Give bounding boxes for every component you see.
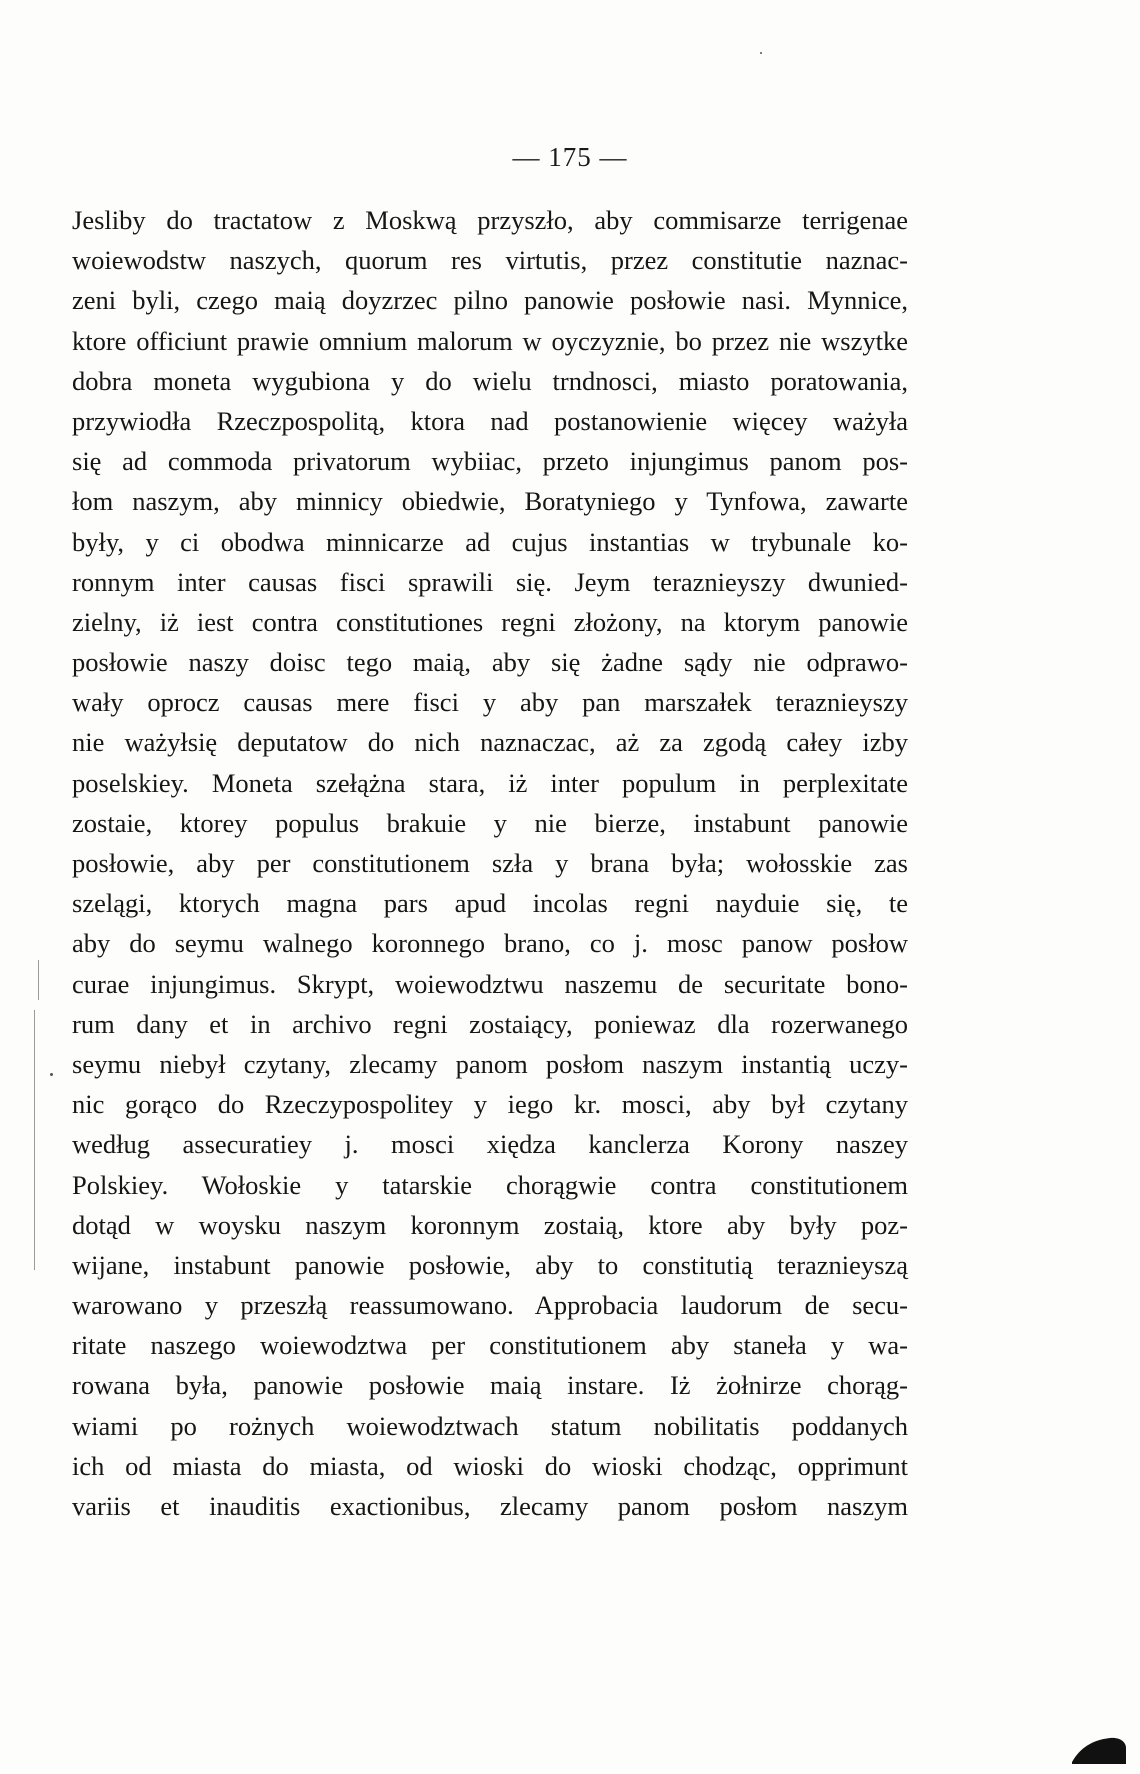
text-line: ich od miasta do miasta, od wioski do wioski chodząc, opprimunt (72, 1450, 908, 1481)
text-line: posłowie, aby per constitutionem szła y brana była; wołosskie zas (72, 848, 908, 878)
text-line: Jesliby do tractatow z Moskwą przyszło, aby commisarze terrigenae (72, 205, 908, 235)
text-line: variis et inauditis exactionibus, zlecamy panom posłom naszym (72, 1491, 908, 1521)
text-line: szelągi, ktorych magna pars apud incolas regni nayduie się, te (72, 888, 908, 919)
text-line: były, y ci obodwa minnicarze ad cujus instantias w trybunale ko- (72, 526, 908, 557)
text-line: warowano y przeszłą reassumowano. Approbacia laudorum de secu- (72, 1290, 908, 1321)
margin-dot (760, 52, 762, 54)
ink-blot (1070, 1734, 1128, 1764)
text-line: zeni byli, czego maią doyzrzec pilno panowie posłowie nasi. Mynnice, (72, 285, 908, 316)
text-line: seymu niebył czytany, zlecamy panom posłom naszym instantią uczy- (72, 1048, 908, 1079)
text-line: rum dany et in archivo regni zostaiący, poniewaz dla rozerwanego (72, 1008, 908, 1039)
text-line: zielny, iż iest contra constitutiones regni złożony, na ktorym panowie (72, 606, 908, 637)
text-line: woiewodstw naszych, quorum res virtutis, przez constitutie naznac- (72, 245, 908, 276)
text-line: aby do seymu walnego koronnego brano, co j. mosc panow posłow (72, 928, 908, 959)
margin-line (34, 1010, 35, 1270)
text-line: rowana była, panowie posłowie maią instare. Iż żołnirze chorąg- (72, 1370, 908, 1401)
text-line: według assecuratiey j. mosci xiędza kanclerza Korony naszey (72, 1129, 908, 1160)
text-line: nic gorąco do Rzeczypospolitey y iego kr. mosci, aby był czytany (72, 1089, 908, 1120)
margin-line (38, 960, 39, 1000)
text-line: dotąd w woysku naszym koronnym zostaią, ktore aby były poz- (72, 1209, 908, 1240)
text-line: ktore officiunt prawie omnium malorum w oyczyznie, bo przez nie wszytke (72, 325, 908, 356)
text-line: łom naszym, aby minnicy obiedwie, Boratyniego y Tynfowa, zawarte (72, 486, 908, 517)
text-line: ritate naszego woiewodztwa per constitutionem aby staneła y wa- (72, 1330, 908, 1361)
text-line: dobra moneta wygubiona y do wielu trndnosci, miasto poratowania, (72, 365, 908, 396)
margin-dot (50, 1073, 53, 1076)
text-line: wiami po rożnych woiewodztwach statum nobilitatis poddanych (72, 1410, 908, 1441)
text-line: ronnym inter causas fisci sprawili się. Jeym teraznieyszy dwunied- (72, 566, 908, 597)
text-line: wijane, instabunt panowie posłowie, aby to constitutią teraznieyszą (72, 1249, 908, 1280)
text-line: wały oprocz causas mere fisci y aby pan marszałek teraznieyszy (72, 687, 908, 718)
text-line: Polskiey. Wołoskie y tatarskie chorągwie contra constitutionem (72, 1169, 908, 1200)
text-line: curae injungimus. Skrypt, woiewodztwu naszemu de securitate bono- (72, 968, 908, 999)
text-line: posłowie naszy doisc tego maią, aby się żadne sądy nie odprawo- (72, 647, 908, 678)
text-line: przywiodła Rzeczpospolitą, ktora nad postanowienie więcey ważyła (72, 405, 908, 436)
text-line: zostaie, ktorey populus brakuie y nie bierze, instabunt panowie (72, 807, 908, 838)
text-line: nie ważyłsię deputatow do nich naznaczac, aż za zgodą całey izby (72, 727, 908, 758)
body-text (72, 200, 908, 1526)
page-number: — 175 — (512, 142, 628, 172)
text-line: poselskiey. Moneta szełążna stara, iż inter populum in perplexitate (72, 767, 908, 798)
text-line: się ad commoda privatorum wybiiac, przeto injungimus panom pos- (72, 446, 908, 477)
